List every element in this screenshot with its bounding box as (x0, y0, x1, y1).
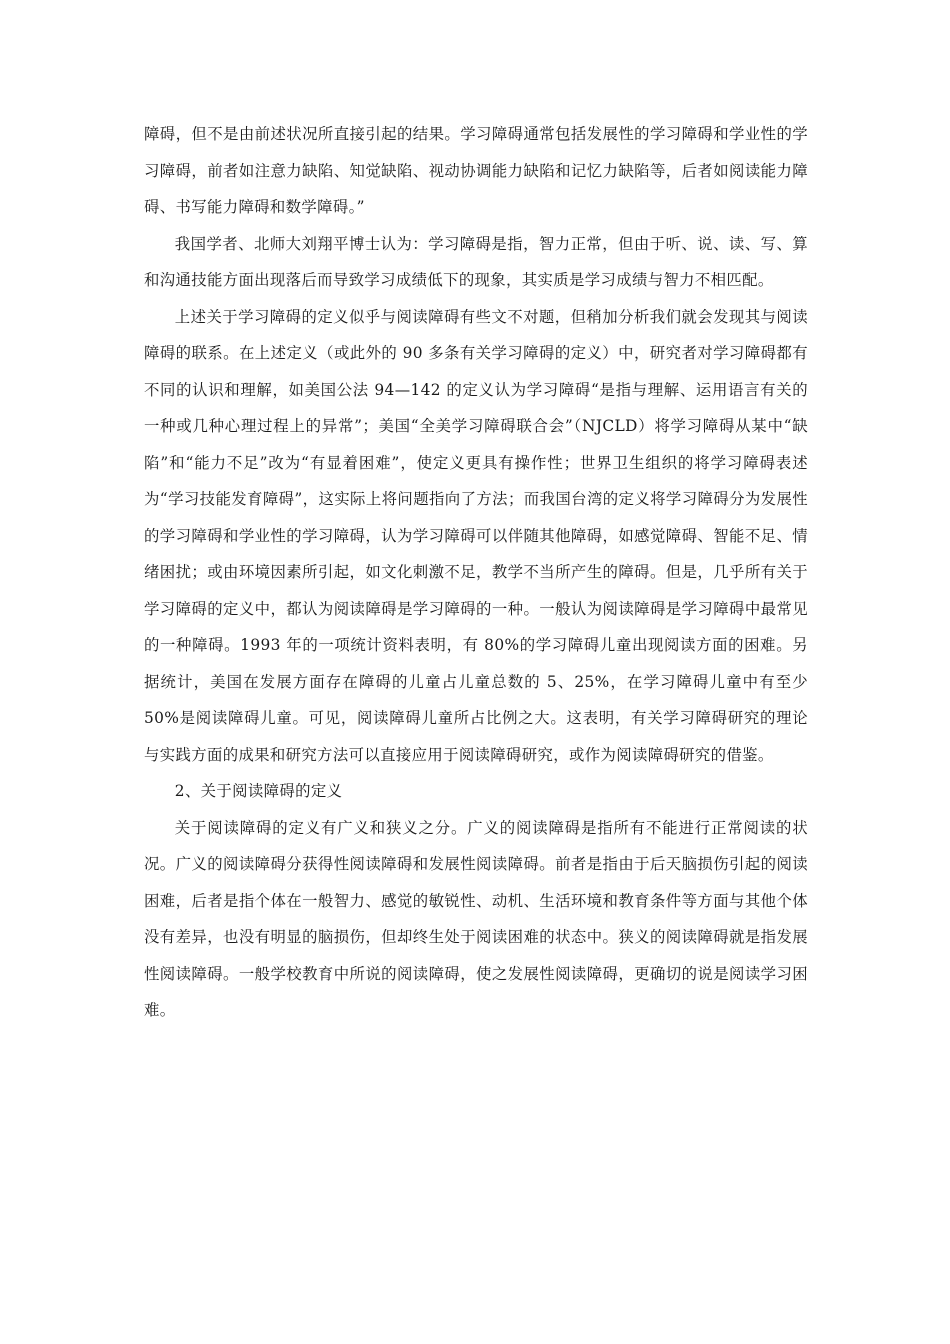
paragraph-learning-disability-analysis: 上述关于学习障碍的定义似乎与阅读障碍有些文不对题，但稍加分析我们就会发现其与阅读障碍的联系。在上述定义（或此外的 90 多条有关学习障碍的定义）中，研究者对学习障碍都有不同的认识和理解，如美国公法 94—142 的定义认为学习障碍“是指与理解、运用语言有关的一种或几种心理过程上的异常”；美国“全美学习障碍联合会”（NJCLD）将学习障碍从某中“缺陷”和“能力不足”改为“有显着困难”，使定义更具有操作性；世界卫生组织的将学习障碍表述为“学习技能发育障碍”，这实际上将问题指向了方法；而我国台湾的定义将学习障碍分为发展性的学习障碍和学业性的学习障碍，认为学习障碍可以伴随其他障碍，如感觉障碍、智能不足、情绪困扰；或由环境因素所引起，如文化刺激不足，教学不当所产生的障碍。但是，几乎所有关于学习障碍的定义中，都认为阅读障碍是学习障碍的一种。一般认为阅读障碍是学习障碍中最常见的一种障碍。1993 年的一项统计资料表明，有 80%的学习障碍儿童出现阅读方面的困难。另据统计，美国在发展方面存在障碍的儿童占儿童总数的 5、25%，在学习障碍儿童中有至少 50%是阅读障碍儿童。可见，阅读障碍儿童所占比例之大。这表明，有关学习障碍研究的理论与实践方面的成果和研究方法可以直接应用于阅读障碍研究，或作为阅读障碍研究的借鉴。 (144, 307, 808, 764)
section-heading-reading-disability-definition: 2、关于阅读障碍的定义 (174, 782, 343, 800)
paragraph-liu-xiangping-definition: 我国学者、北师大刘翔平博士认为：学习障碍是指，智力正常，但由于听、说、读、写、算和沟通技能方面出现落后而导致学习成绩低下的现象，其实质是学习成绩与智力不相匹配。 (144, 234, 808, 289)
paragraph-definition-continued: 障碍，但不是由前述状况所直接引起的结果。学习障碍通常包括发展性的学习障碍和学业性的学习障碍，前者如注意力缺陷、知觉缺陷、视动协调能力缺陷和记忆力缺陷等，后者如阅读能力障碍、书写能力障碍和数学障碍。” (144, 125, 808, 216)
paragraph-reading-disability-definition: 关于阅读障碍的定义有广义和狭义之分。广义的阅读障碍是指所有不能进行正常阅读的状况。广义的阅读障碍分获得性阅读障碍和发展性阅读障碍。前者是指由于后天脑损伤引起的阅读困难，后者是指个体在一般智力、感觉的敏锐性、动机、生活环境和教育条件等方面与其他个体没有差异，也没有明显的脑损伤，但却终生处于阅读困难的状态中。狭义的阅读障碍就是指发展性阅读障碍。一般学校教育中所说的阅读障碍，使之发展性阅读障碍，更确切的说是阅读学习困难。 (144, 818, 808, 1019)
document-body (144, 116, 808, 1029)
